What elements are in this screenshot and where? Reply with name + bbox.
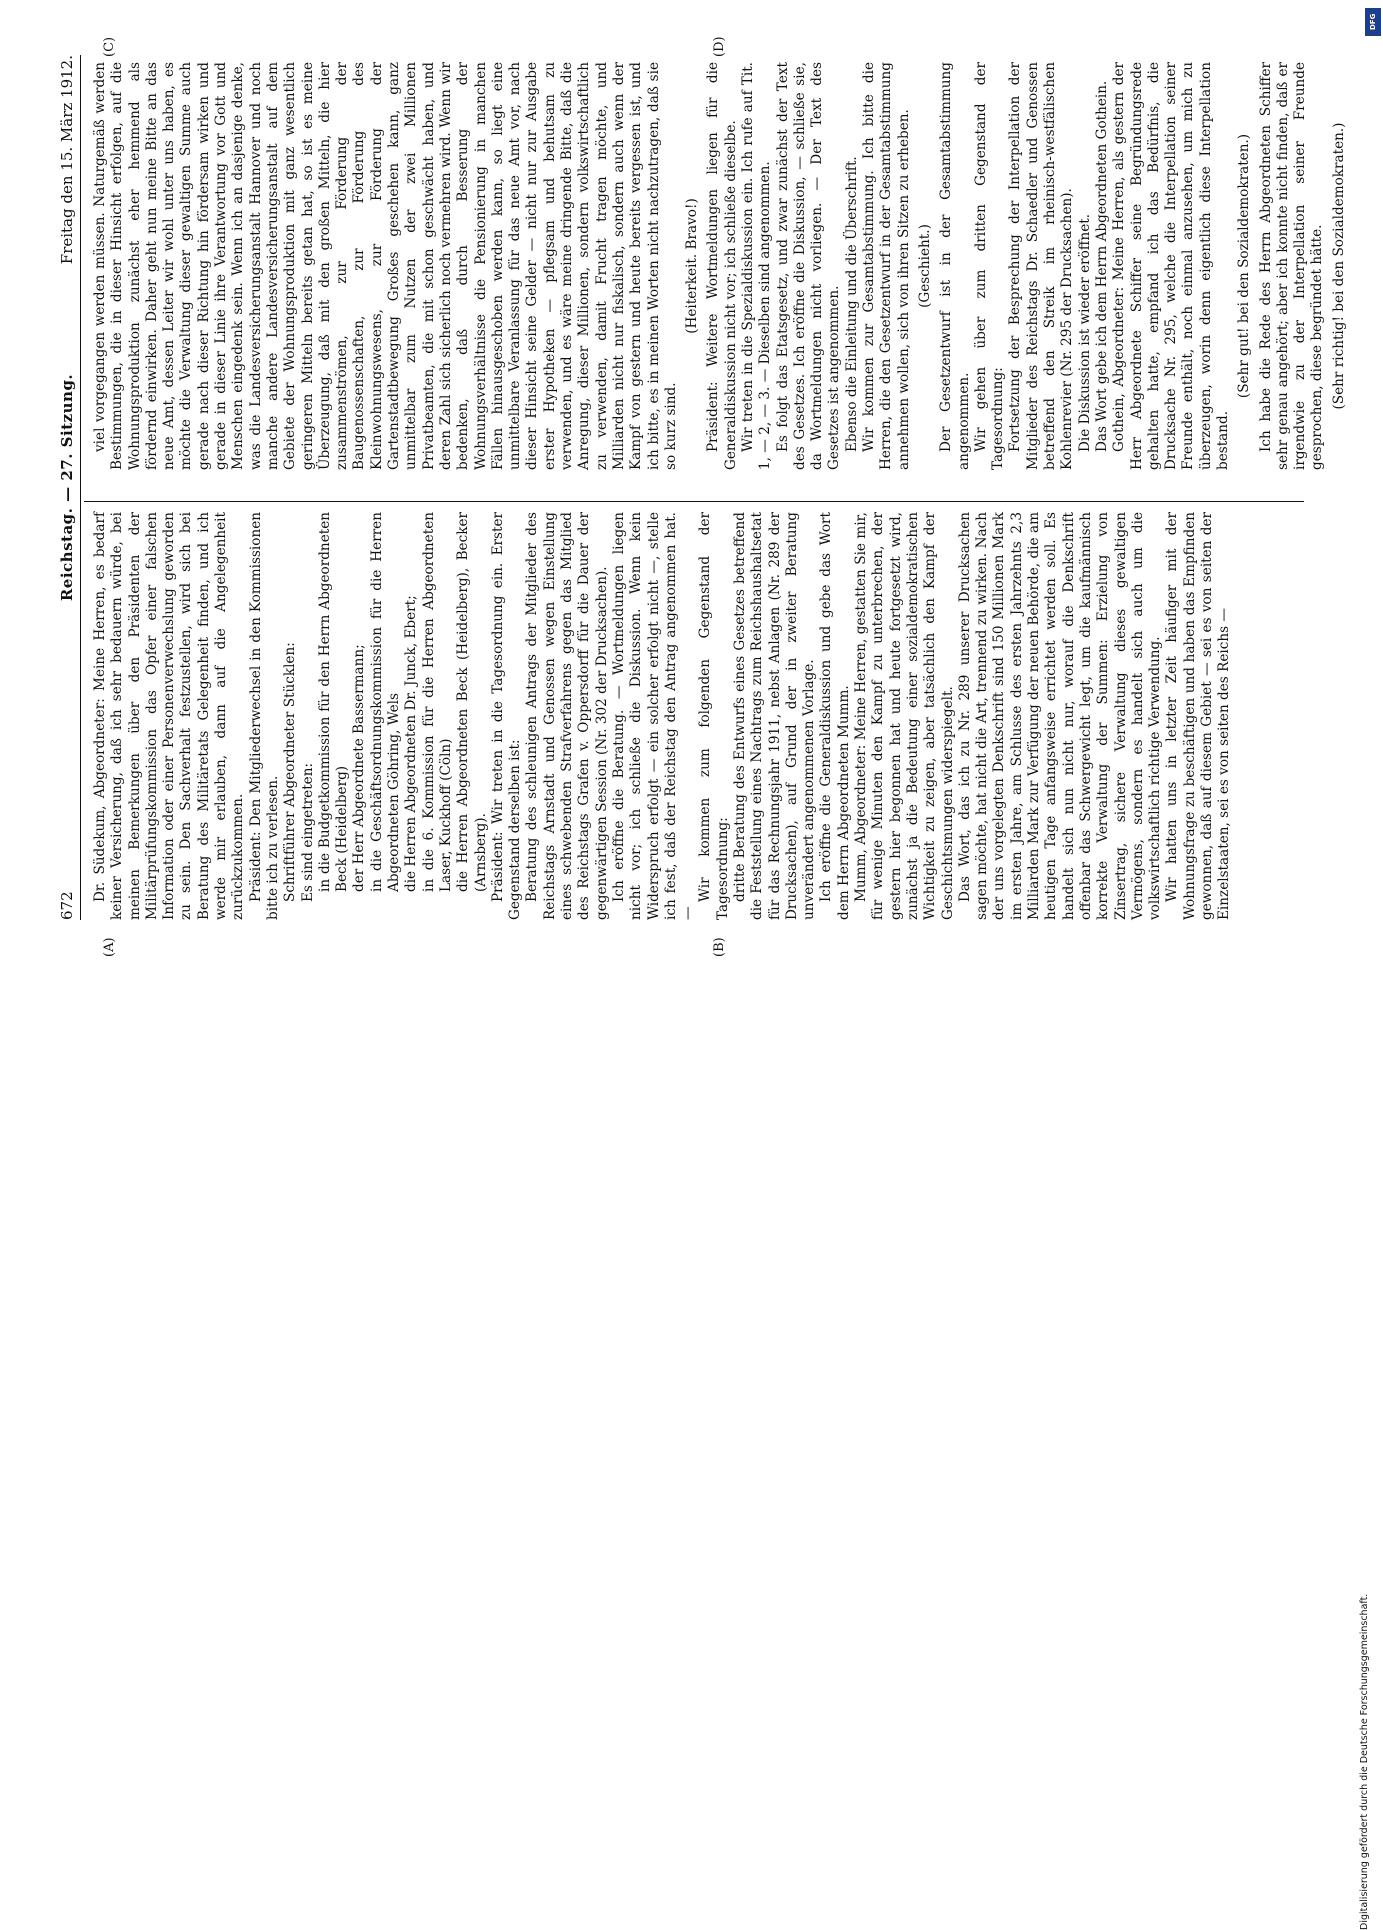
paragraph: Wir treten in die Spezialdiskussion ein. Ich rufe auf Tit. 1, — 2, — 3. — Dieselben sind angenommen. (739, 62, 773, 470)
paragraph: Präsident: Wir treten in die Tagesordnung ein. Erster Gegenstand derselben ist: (489, 512, 523, 920)
paragraph: Wir kommen zum folgenden Gegenstand der Tagesordnung: (696, 512, 731, 920)
paragraph: viel vorgegangen werden müssen. Naturgemäß werden Bestimmungen, die in dieser Hinsicht erfolgen, auf die Wohnungsproduktion zunächst eher hemmend als fördernd einwirken. Daher geht nun meine Bitte an das neue Amt, dessen Leiter wir wohl unter uns haben, es möchte die Verwaltung dieser gewaltigen Summe auch gerade nach dieser Richtung hin fördersam wirken und gerade in dieser Linie ihre Verantwortung vor Gott und Menschen eingedenk sein. Wenn ich an dasjenige denke, was die Landesversicherungsanstalt Hannover und noch manche andere Landesversicherungsanstalt auf dem Gebiete der Wohnungsproduktion mit ganz wesentlich geringeren Mitteln bereits getan hat, so ist es meine Überzeugung, daß mit den großen Mitteln, die hier zusammenströmen, zur Förderung der Baugenossenschaften, zur Förderung des Kleinwohnungswesens, zur Förderung der Gartenstadtbewegung Großes geschehen kann, ganz unmittelbar zum Nutzen der zwei Millionen Privatbeamten, die mit schon geschwächt haben, und deren Zahl sich sicherlich noch vermehren wird. Wenn wir bedenken, daß durch Besserung der Wohnungsverhältnisse die Pensionierung in manchen Fällen hinausgeschoben werden kann, so liegt eine unmittelbare Veranlassung für das neue Amt vor, nach dieser Hinsicht seine Gelder — nicht nur zur Ausgabe erster Hypotheken — pflegsam und behutsam zu verwenden, und es wäre meine dringende Bitte, daß die Anregung, dieser Millionen, sondern volkswirtschaftlich zu verwenden, damit Frucht tragen möchte, und Milliarden nicht nur fiskalisch, sondern auch wenn der Kampf von gestern und heute bereits vergessen ist, und ich bitte, es in meinen Worten nicht nachzutragen, daß sie so kurz sind. (91, 62, 679, 470)
paragraph: Es folgt das Etatsgesetz, und zwar zunächst der Text des Gesetzes. Ich eröffne die Diskussion, — schließe sie, da Wortmeldungen nicht vorliegen. — Der Text des Gesetzes ist angenommen. (774, 62, 842, 470)
margin-mark-d: (D) (711, 36, 727, 57)
paragraph: (Heiterkeit. Bravo!) (683, 198, 700, 334)
paragraph: Wir gehen über zum dritten Gegenstand der Tagesordnung: (972, 62, 1006, 470)
paragraph: Wir hatten uns in letzter Zeit häufiger mit der Wohnungsfrage zu beschäftigen und haben das Empfinden gewonnen, daß auf diesem Gebiet — sei es von seiten der Einzelstaaten, sei es von seiten des Reichs — (1163, 512, 1232, 920)
paragraph: Der Gesetzentwurf ist in der Gesamtabstimmung angenommen. (937, 62, 972, 470)
paragraph: in die Geschäftsordnungskommission für die Herren Abgeordneten Göhring, Wels (368, 512, 402, 892)
paragraph: dritte Beratung des Entwurfs eines Gesetzes betreffend die Feststellung eines Nachtrags zum Reichshaushaltsetat für das Rechnungsjahr 1911, nebst Anlagen (Nr. 289 der Drucksachen), auf Grund der in zweiter Beratung unverändert angenommenen Vorlage. (731, 512, 817, 920)
margin-mark-a: (A) (101, 937, 117, 957)
paragraph: Ich habe die Rede des Herrn Abgeordneten Schiffer sehr genau angehört; aber ich konnte nicht finden, daß er irgendwie zu der Interpellation seiner Freunde gesprochen, diese begründet hätte. (1257, 62, 1325, 470)
paragraph: Es sind eingetreten: (299, 762, 316, 902)
paragraph: der Herr Abgeordnete Bassermann; (350, 644, 367, 892)
paragraph: (Geschieht.) (916, 224, 933, 308)
digitization-credit (1359, 10, 1377, 1930)
paragraph: Präsident: Den Mitgliederwechsel in den Kommissionen bitte ich zu verlesen. (247, 512, 281, 920)
paragraph: (Sehr richtig! bei den Sozialdemokraten.) (1330, 122, 1347, 410)
session-date: Freitag den 15. März 1912. (57, 55, 76, 265)
paragraph: (Sehr gut! bei den Sozialdemokraten.) (1235, 133, 1252, 399)
paragraph: in die 6. Kommission für die Herren Abgeordneten Laser, Kuckhoff (Cöln) (420, 512, 454, 892)
paragraph: Fortsetzung der Besprechung der Interpellation der Mitglieder des Reichstags Dr. Schaedler und Genossen betreffend den Streik im rheinisch-westfälischen Kohlenrevier (Nr. 295 der Drucksachen). (1006, 62, 1075, 470)
credit-text: Digitalisierung gefördert durch die Deutsche Forschungsgemeinschaft. (1359, 1593, 1370, 1930)
page-number: 672 (57, 891, 76, 920)
paragraph: Beratung des schleunigen Antrags der Mitglieder des Reichstags Arnstadt und Genossen wegen Einstellung eines schwebenden Strafverfahrens gegen das Mitglied des Reichstags Grafen v. Oppersdorff für die Dauer der gegenwärtigen Session (Nr. 302 der Drucksachen). (523, 512, 610, 920)
paragraph: Wir kommen zur Gesamtabstimmung. Ich bitte die Herren, die den Gesetzentwurf in der Gesamtabstimmung annehmen wollen, sich von ihren Sitzen zu erheben. (860, 62, 912, 470)
margin-mark-b: (B) (711, 937, 727, 957)
paragraph: Ebenso die Einleitung und die Überschrift. (843, 156, 860, 452)
running-title: Reichstag. — 27. Sitzung. (57, 373, 76, 602)
paragraph: in die Budgetkommission für den Herrn Abgeordneten Beck (Heidelberg) (316, 512, 350, 892)
paragraph: Schriftführer Abgeordneter Stücklen: (281, 642, 298, 902)
margin-mark-c: (C) (101, 36, 117, 57)
document-page (42, 25, 1347, 975)
dfg-logo: DFG (1365, 8, 1381, 36)
paragraph: Das Wort gebe ich dem Herrn Abgeordneten Gothein. (1093, 80, 1110, 452)
column-left (92, 512, 1234, 920)
paragraph: die Herren Abgeordneten Dr. Junck, Ebert; (402, 595, 419, 892)
column-divider (84, 501, 1304, 502)
paragraph: Die Diskussion ist wieder eröffnet. (1076, 213, 1093, 452)
paragraph: Mumm, Abgeordneter: Meine Herren, gestatten Sie mir, für wenige Minuten den Kampf zu unterbrechen, der gestern hier begonnen hat und heute fortgesetzt wird, zunächst ja die Bedeutung einer sozialdemokratischen Wichtigkeit zu zeigen, aber tatsächlich den Kampf der Geschichtsmungen widerspiegelt. (852, 512, 956, 920)
paragraph: Ich eröffne die Generaldiskussion und gebe das Wort dem Herrn Abgeordneten Mumm. (817, 512, 852, 920)
paragraph: die Herren Abgeordneten Beck (Heidelberg), Becker (Arnsberg). (454, 512, 489, 892)
column-right (92, 62, 1352, 470)
page-header (58, 55, 81, 920)
paragraph: Das Wort, das ich zu Nr. 289 unserer Drucksachen sagen möchte, hat nicht die Art, trennend zu wirken. Nach der uns vorgelegten Denkschrift sind 150 Millionen Mark im ersten Jahre, am Schlusse des ersten Jahrzehnts 2,3 Milliarden Mark zur Verfügung der neuen Behörde, die am heutigen Tage anfangsweise errichtet werden soll. Es handelt sich nun nicht nur, worauf die Denkschrift offenbar das Schwergewicht legt, um die kaufmännisch korrekte Verwaltung der Summen: Erzielung von Zinsertrag, sichere Verwaltung dieses gewaltigen Vermögens, sondern es handelt sich auch um die volkswirtschaftlich richtige Verwendung. (956, 512, 1163, 920)
paragraph: Ich eröffne die Beratung. — Wortmeldungen liegen nicht vor; ich schließe die Diskussion. Wenn kein Widerspruch erfolgt — ein solcher erfolgt nicht —, stelle ich fest, daß der Reichstag den Antrag angenommen hat. — (610, 512, 696, 920)
paragraph: Präsident: Weitere Wortmeldungen liegen für die Generaldiskussion nicht vor; ich schließe dieselbe. (704, 62, 739, 470)
paragraph: Gothein, Abgeordneter: Meine Herren, als gestern der Herr Abgeordnete Schiffer seine Begründungsrede gehalten hatte, empfand ich das Bedürfnis, die Drucksache Nr. 295, welche die Interpellation seiner Freunde enthält, noch einmal anzusehen, um mich zu überzeugen, worin denn eigentlich diese Interpellation bestand. (1110, 62, 1231, 470)
paragraph: Dr. Südekum, Abgeordneter: Meine Herren, es bedarf keiner Versicherung, daß ich sehr bedauern würde, bei meinen Bemerkungen über den Präsidenten der Militärprüfungskommission das Opfer einer falschen Information oder einer Personenverwechslung geworden zu sein. Den Sachverhalt festzustellen, wird sich bei Beratung des Militäretats Gelegenheit finden, und ich werde mir erlauben, dann auf die Angelegenheit zurückzukommen. (91, 512, 246, 920)
